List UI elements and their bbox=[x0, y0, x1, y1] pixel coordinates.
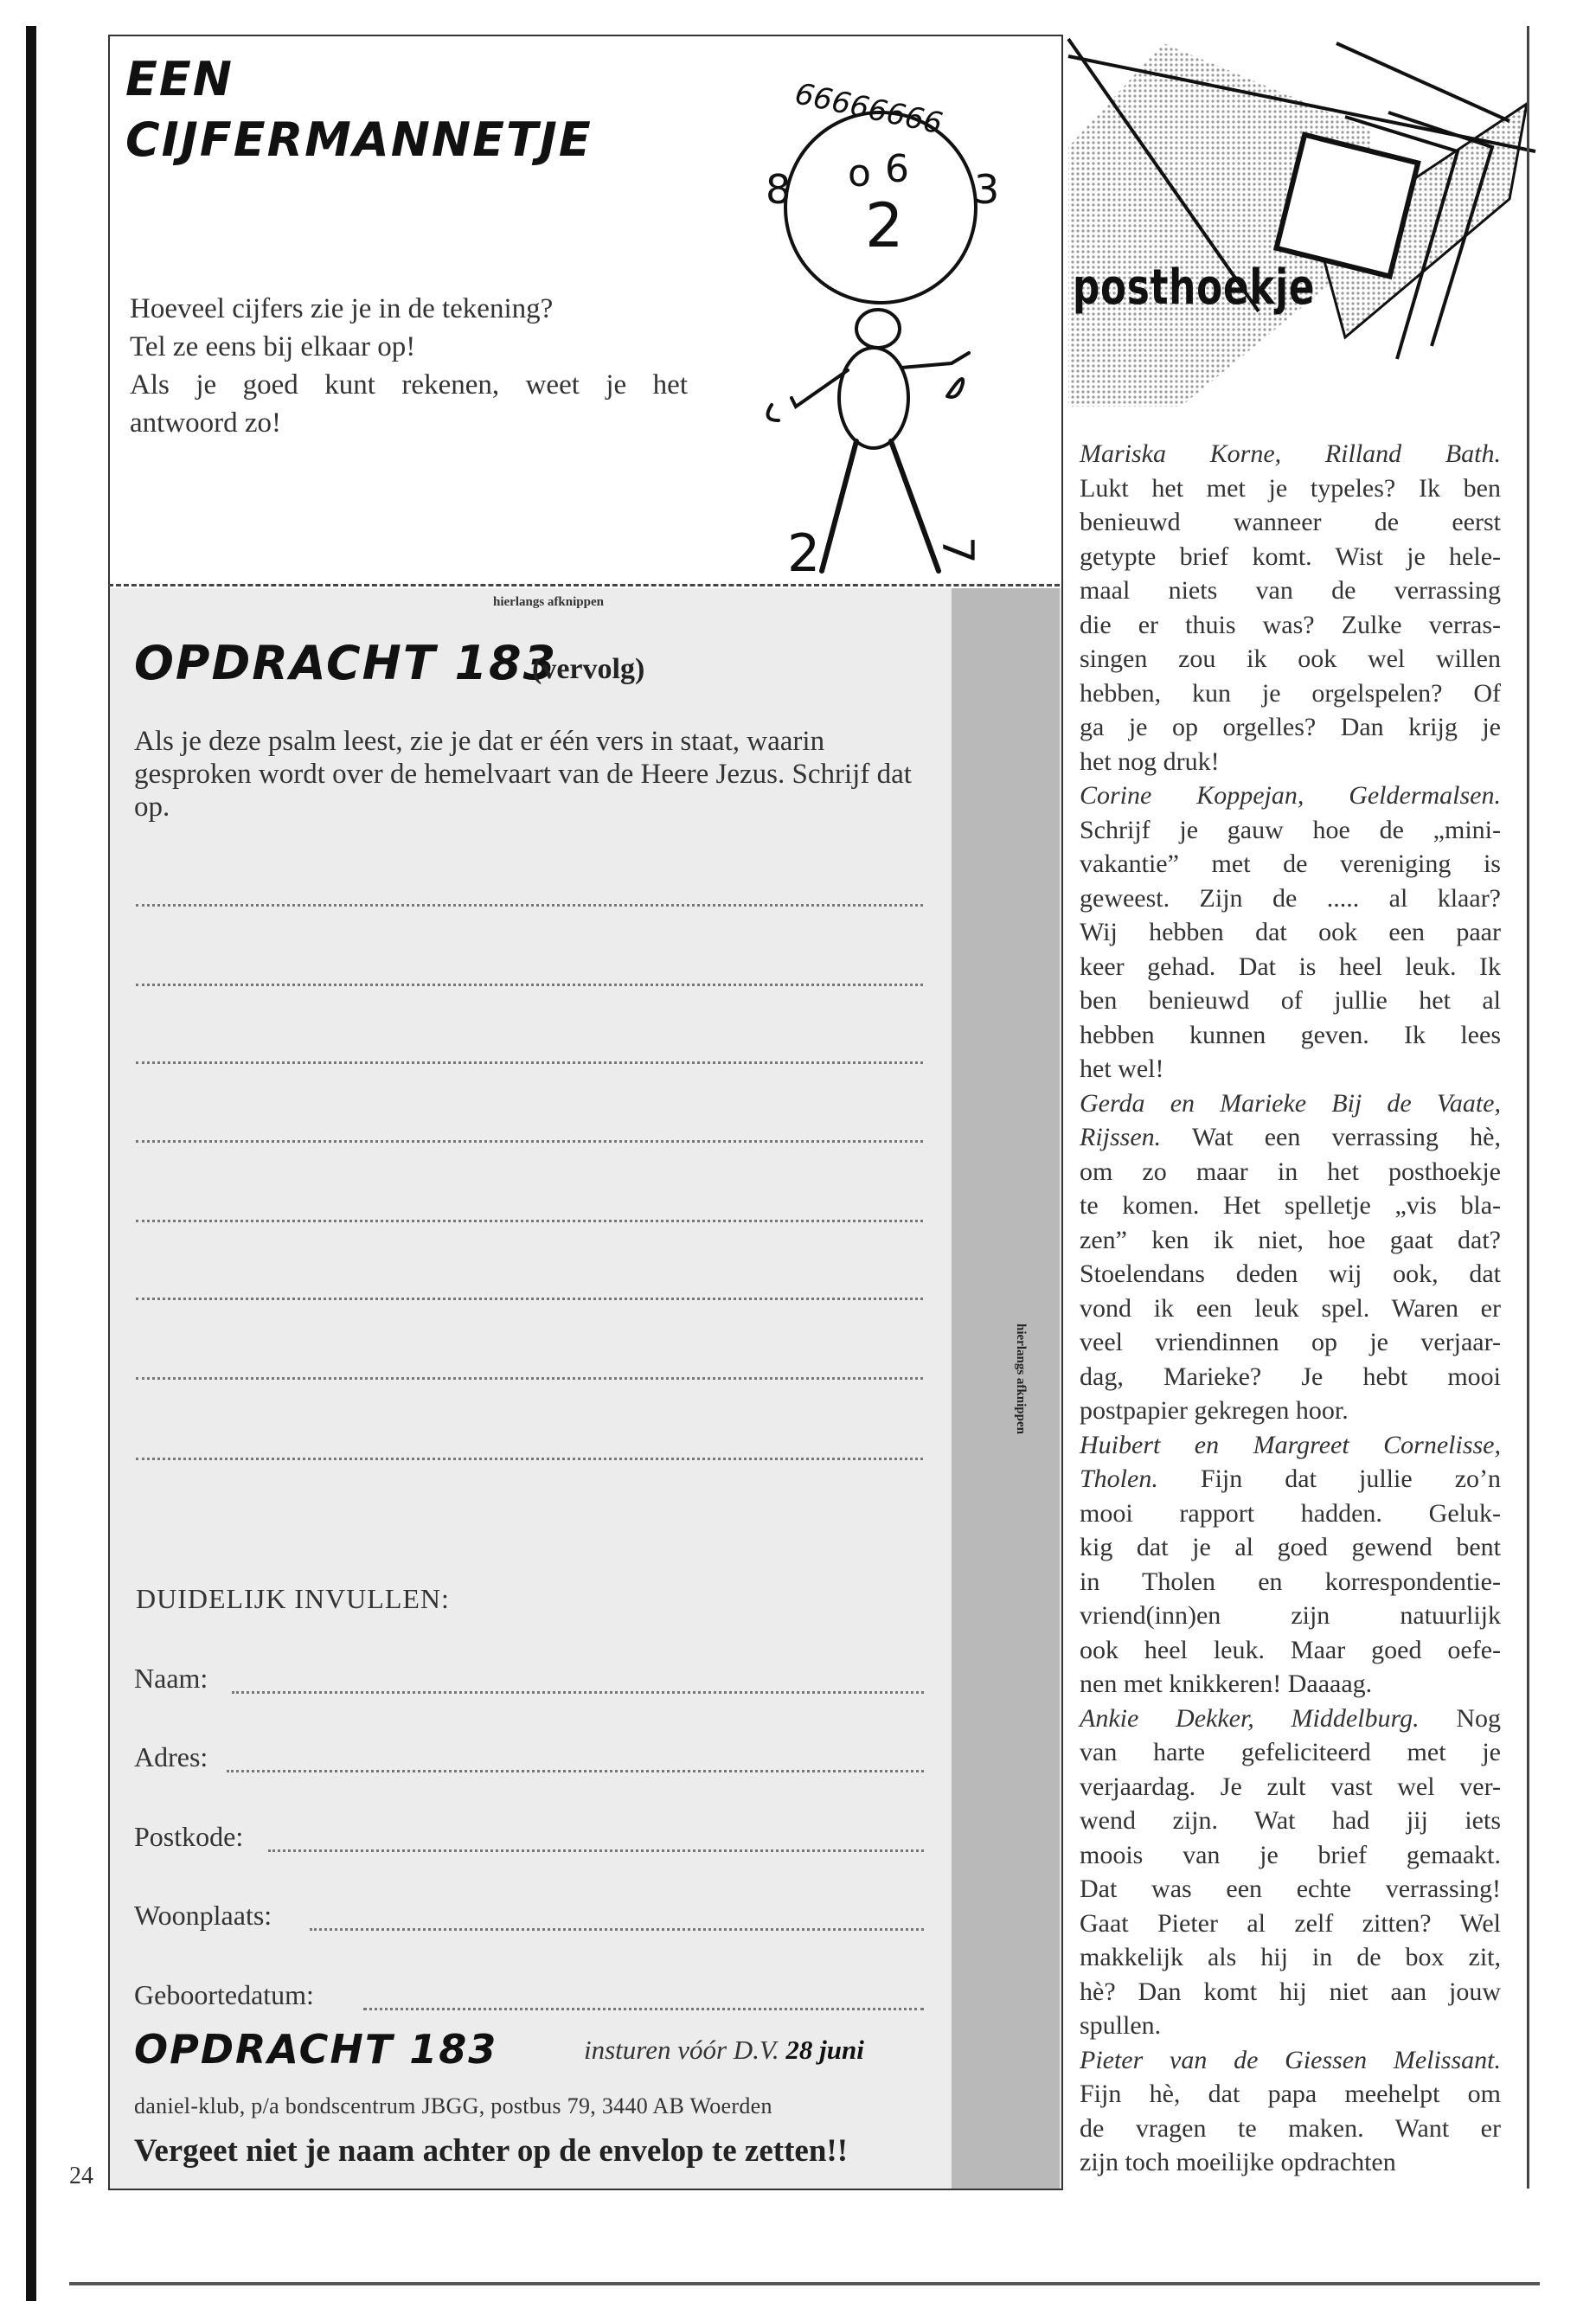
letter-line bbox=[1080, 1292, 1501, 1326]
letter-line bbox=[1080, 1565, 1501, 1599]
letter-text: ben benieuwd of jullie het al bbox=[1080, 986, 1501, 1015]
right-hand bbox=[947, 379, 963, 397]
letter-text: ga je op orgelles? Dan krijg je bbox=[1080, 713, 1501, 741]
letter-text: getypte brief komt. Wist je hele- bbox=[1080, 542, 1501, 571]
page-number: 24 bbox=[69, 2163, 93, 2189]
letter-text: vriend(inn)en zijn natuurlijk bbox=[1080, 1601, 1501, 1630]
letter-line bbox=[1080, 1462, 1501, 1497]
envelope-reminder: Vergeet niet je naam achter op de envelop te zetten!! bbox=[134, 2133, 849, 2169]
answer-line[interactable] bbox=[136, 1220, 923, 1222]
address-label: Adres: bbox=[134, 1741, 208, 1772]
letter-line bbox=[1080, 505, 1501, 540]
puzzle-title-line1: EEN bbox=[125, 52, 234, 106]
letter-text: spullen. bbox=[1080, 2011, 1162, 2040]
letter-line bbox=[1080, 642, 1501, 676]
intro-line: Tel ze eens bij elkaar op! bbox=[130, 331, 416, 362]
city-field[interactable] bbox=[310, 1928, 924, 1931]
letter-line bbox=[1080, 1360, 1501, 1394]
right-leg bbox=[891, 441, 939, 571]
letter-author: Mariska Korne, Rilland Bath. bbox=[1080, 439, 1501, 468]
face-number: 2 bbox=[865, 190, 904, 261]
letter-line bbox=[1080, 1018, 1501, 1053]
letter-text: hè? Dan komt hij niet aan jouw bbox=[1080, 1977, 1501, 2006]
letter-line bbox=[1080, 2009, 1501, 2043]
letter-text: dag, Marieke? Je hebt mooi bbox=[1080, 1362, 1501, 1391]
intro-line: Hoeveel cijfers zie je in de tekening? bbox=[130, 293, 554, 324]
assignment-title: OPDRACHT 183 bbox=[134, 636, 558, 690]
name-field[interactable] bbox=[232, 1691, 924, 1694]
letter-author: Rijssen. bbox=[1080, 1123, 1162, 1151]
letter-text: makkelijk als hij in de box zit, bbox=[1080, 1943, 1501, 1971]
mail-address: daniel-klub, p/a bondscentrum JBGG, postbus 79, 3440 AB Woerden bbox=[134, 2093, 772, 2118]
letter-line bbox=[1080, 1497, 1501, 1531]
letter-line bbox=[1080, 540, 1501, 574]
letter-line bbox=[1080, 1770, 1501, 1804]
name-label: Naam: bbox=[134, 1663, 208, 1694]
letter-text: benieuwd wanneer de eerst bbox=[1080, 508, 1501, 536]
letter-text: Nog bbox=[1419, 1703, 1501, 1733]
letter-line bbox=[1080, 1702, 1501, 1736]
assignment-suffix: (vervolg) bbox=[532, 653, 645, 685]
letter-text: het nog druk! bbox=[1080, 747, 1220, 776]
letter-line bbox=[1080, 779, 1501, 813]
city-label: Woonplaats: bbox=[134, 1900, 272, 1931]
letter-line bbox=[1080, 1599, 1501, 1633]
hair-digits: 66666666 bbox=[792, 76, 945, 142]
letter-text: Stoelendans deden wij ook, dat bbox=[1080, 1259, 1501, 1288]
letter-line bbox=[1080, 676, 1501, 711]
right-eye: 6 bbox=[885, 147, 909, 191]
letter-text: Wij hebben dat ook een paar bbox=[1080, 918, 1501, 946]
letter-text: Wat een verrassing hè, bbox=[1161, 1123, 1501, 1151]
letter-line bbox=[1080, 1428, 1501, 1463]
letter-text: te komen. Het spelletje „vis bla- bbox=[1080, 1191, 1501, 1220]
letter-text: zijn toch moeilijke opdrachten bbox=[1080, 2148, 1396, 2176]
letter-line bbox=[1080, 745, 1501, 779]
letter-line bbox=[1080, 1804, 1501, 1838]
letter-line bbox=[1080, 1735, 1501, 1770]
mailbox-title: posthoekje bbox=[1073, 260, 1316, 316]
letter-line bbox=[1080, 1872, 1501, 1907]
letter-line bbox=[1080, 1667, 1501, 1702]
letter-line bbox=[1080, 1086, 1501, 1121]
letter-text: mooi rapport hadden. Geluk- bbox=[1080, 1498, 1501, 1528]
letter-text: de vragen te maken. Want er bbox=[1080, 2113, 1501, 2143]
deadline-prefix: insturen vóór D.V. bbox=[584, 2035, 779, 2065]
footer-title: OPDRACHT 183 bbox=[134, 2026, 498, 2073]
body-shape bbox=[839, 348, 908, 448]
intro-line: Als je goed kunt rekenen, weet je het bbox=[130, 369, 688, 401]
left-foot: 2 bbox=[787, 523, 821, 580]
letter-line bbox=[1080, 1052, 1501, 1086]
diagonal-line-3 bbox=[1336, 43, 1509, 121]
intro-line: antwoord zo! bbox=[130, 407, 282, 439]
letter-text: veel vriendinnen op je verjaar- bbox=[1080, 1328, 1501, 1356]
letter-line bbox=[1080, 1155, 1501, 1189]
letter-author: Ankie Dekker, Middelburg. bbox=[1080, 1703, 1420, 1733]
letter-text: verjaardag. Je zult vast wel ver- bbox=[1080, 1772, 1501, 1801]
left-ear: 8 bbox=[766, 166, 792, 213]
letter-text: Lukt het met je typeles? Ik ben bbox=[1080, 473, 1501, 503]
address-field[interactable] bbox=[227, 1770, 924, 1772]
posthoekje-graphic bbox=[1060, 26, 1544, 407]
answer-line[interactable] bbox=[136, 1061, 923, 1064]
letter-line bbox=[1080, 1223, 1501, 1258]
letter-text: postpapier gekregen hoor. bbox=[1080, 1396, 1349, 1425]
letter-line bbox=[1080, 813, 1501, 848]
letter-line bbox=[1080, 1189, 1501, 1223]
letter-text: om zo maar in het posthoekje bbox=[1080, 1157, 1501, 1186]
right-foot: 7 bbox=[933, 536, 983, 564]
letter-author: Gerda en Marieke Bij de Vaate, bbox=[1080, 1088, 1501, 1118]
letter-line bbox=[1080, 1838, 1501, 1873]
answer-line[interactable] bbox=[136, 984, 923, 986]
letter-text: Fijn dat jullie zo’n bbox=[1157, 1465, 1501, 1493]
letter-text: moois van je brief gemaakt. bbox=[1080, 1840, 1501, 1869]
letter-line bbox=[1080, 984, 1501, 1018]
letter-text: die er thuis was? Zulke verras- bbox=[1080, 610, 1501, 639]
right-column-rule bbox=[1527, 26, 1529, 2189]
form-heading: DUIDELIJK INVULLEN: bbox=[136, 1583, 450, 1614]
letter-author: Tholen. bbox=[1080, 1465, 1158, 1493]
assignment-question: Als je deze psalm leest, zie je dat er één vers in staat, waarin gesproken wordt over de hemelvaart van de Heere Jezus. Schrijf dat op. bbox=[134, 726, 912, 823]
letter-text: singen zou ik ook wel willen bbox=[1080, 644, 1501, 673]
page-edge-bar bbox=[26, 26, 36, 2301]
birthdate-label: Geboortedatum: bbox=[134, 1979, 314, 2010]
letter-text: maal niets van de verrassing bbox=[1080, 576, 1501, 605]
letter-line bbox=[1080, 847, 1501, 881]
assignment-box bbox=[108, 588, 1063, 2190]
left-eye: o bbox=[848, 151, 871, 195]
answer-line[interactable] bbox=[136, 1458, 923, 1460]
letter-text: geweest. Zijn de ..... al klaar? bbox=[1080, 883, 1501, 913]
letter-text: het wel! bbox=[1080, 1054, 1164, 1083]
letter-text: hebben kunnen geven. Ik lees bbox=[1080, 1020, 1501, 1049]
letter-line bbox=[1080, 2145, 1501, 2180]
letter-line bbox=[1080, 1394, 1501, 1428]
letter-text: Gaat Pieter al zelf zitten? Wel bbox=[1080, 1908, 1501, 1938]
mailbox-letters bbox=[1080, 437, 1501, 2180]
letter-line bbox=[1080, 2077, 1501, 2112]
letter-line bbox=[1080, 950, 1501, 984]
deadline bbox=[584, 2035, 864, 2066]
left-hand bbox=[768, 405, 779, 420]
answer-line[interactable] bbox=[136, 1140, 923, 1143]
letter-text: ook heel leuk. Maar goed oefe- bbox=[1080, 1635, 1501, 1664]
letter-text: Schrijf je gauw hoe de „mini- bbox=[1080, 815, 1501, 844]
letter-line bbox=[1080, 1325, 1501, 1360]
number-man-drawing bbox=[718, 52, 1047, 580]
cut-label: hierlangs afknippen bbox=[493, 595, 604, 609]
deadline-date: 28 juni bbox=[785, 2035, 864, 2065]
letter-line bbox=[1080, 1975, 1501, 2009]
letter-line bbox=[1080, 2043, 1501, 2078]
letter-line bbox=[1080, 1257, 1501, 1292]
letter-line bbox=[1080, 437, 1501, 471]
page-bottom-rule bbox=[69, 2282, 1540, 2285]
cut-line bbox=[108, 584, 1060, 586]
cut-strip bbox=[952, 588, 1060, 2189]
letter-text: kig dat je al goed gewend bent bbox=[1080, 1533, 1501, 1561]
letter-line bbox=[1080, 881, 1501, 916]
answer-line[interactable] bbox=[136, 1298, 923, 1300]
letter-line bbox=[1080, 1907, 1501, 1941]
letter-text: Dat was een echte verrassing! bbox=[1080, 1875, 1501, 1903]
letter-line bbox=[1080, 471, 1501, 506]
neck-shape bbox=[856, 310, 900, 348]
letter-author: Pieter van de Giessen Melissant. bbox=[1080, 2045, 1501, 2074]
postcode-label: Postkode: bbox=[134, 1821, 244, 1852]
letter-line bbox=[1080, 2112, 1501, 2146]
letter-text: nen met knikkeren! Daaaag. bbox=[1080, 1670, 1373, 1698]
letter-text: van harte gefeliciteerd met je bbox=[1080, 1738, 1501, 1766]
letter-text: vond ik een leuk spel. Waren er bbox=[1080, 1293, 1501, 1323]
letter-author: Corine Koppejan, Geldermalsen. bbox=[1080, 781, 1501, 810]
letter-author: Huibert en Margreet Cornelisse, bbox=[1080, 1430, 1501, 1459]
postcode-field[interactable] bbox=[268, 1849, 924, 1852]
letter-line bbox=[1080, 710, 1501, 745]
letter-line bbox=[1080, 1940, 1501, 1975]
right-ear: 3 bbox=[974, 166, 1000, 213]
card-square bbox=[1277, 135, 1419, 277]
puzzle-intro bbox=[130, 290, 701, 442]
letter-line bbox=[1080, 574, 1501, 608]
answer-line[interactable] bbox=[136, 904, 923, 907]
letter-text: Fijn hè, dat papa meehelpt om bbox=[1080, 2080, 1501, 2108]
letter-line bbox=[1080, 1633, 1501, 1668]
letter-line bbox=[1080, 915, 1501, 950]
letter-text: vakantie” met de vereniging is bbox=[1080, 849, 1501, 878]
right-arm bbox=[901, 353, 969, 368]
letter-line bbox=[1080, 1530, 1501, 1565]
answer-line[interactable] bbox=[136, 1377, 923, 1380]
puzzle-title-line2: CIJFERMANNETJE bbox=[125, 112, 593, 167]
cut-label-vertical: hierlangs afknippen bbox=[1014, 1324, 1028, 1434]
letter-text: hebben, kun je orgelspelen? Of bbox=[1080, 678, 1501, 708]
letter-text: in Tholen en korrespondentie- bbox=[1080, 1567, 1501, 1596]
letter-text: zen” ken ik niet, hoe gaat dat? bbox=[1080, 1225, 1501, 1254]
letter-line bbox=[1080, 1120, 1501, 1155]
letter-text: keer gehad. Dat is heel leuk. Ik bbox=[1080, 952, 1501, 981]
left-leg bbox=[822, 441, 856, 571]
letter-text: wend zijn. Wat had jij iets bbox=[1080, 1806, 1501, 1835]
letter-line bbox=[1080, 608, 1501, 643]
birthdate-field[interactable] bbox=[363, 2008, 924, 2010]
